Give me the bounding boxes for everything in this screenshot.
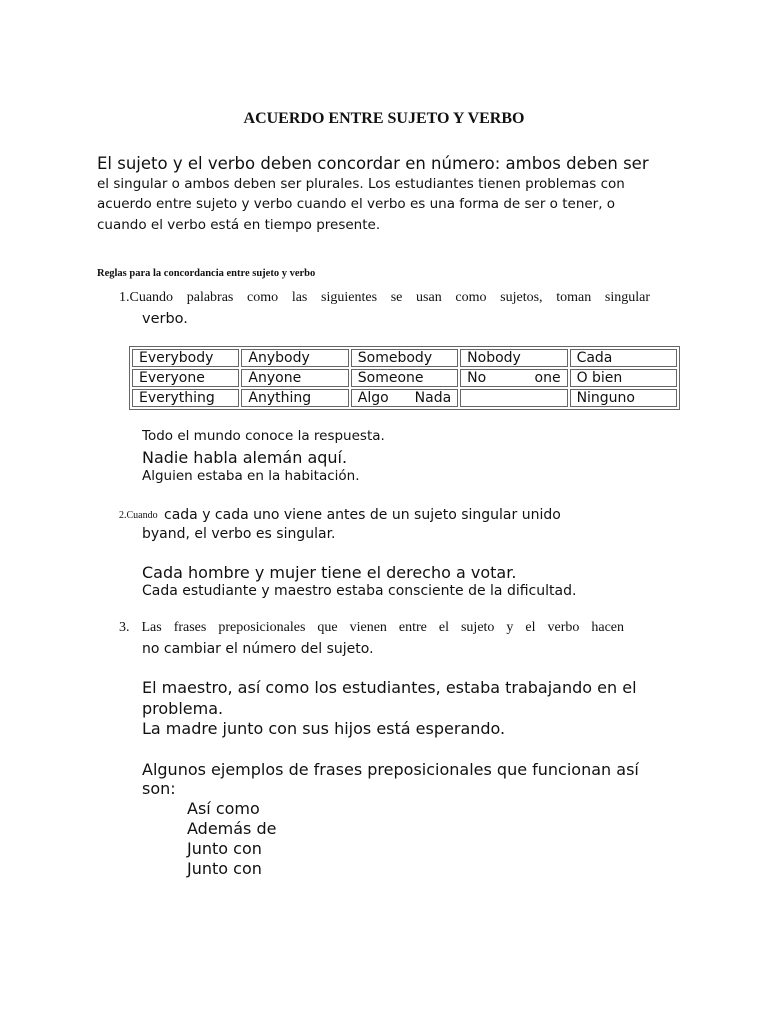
example-3-2: La madre junto con sus hijos está esperando. [142, 719, 506, 738]
table-row [132, 369, 677, 387]
table-cell: Everybody [132, 349, 239, 367]
example-3-1b: problema. [142, 699, 224, 718]
table-cell: Anything [241, 389, 348, 407]
table-row [132, 389, 677, 407]
rule-3-line-1: 3. Las frases preposicionales que vienen entre el sujeto y el verbo hacen [119, 620, 624, 635]
example-1-1: Todo el mundo conoce la respuesta. [142, 428, 385, 444]
example-3-1a: El maestro, así como los estudiantes, estaba trabajando en el [142, 678, 637, 697]
table-cell: Nobody [460, 349, 567, 367]
table-cell: O bien [570, 369, 677, 387]
table-cell: Anyone [241, 369, 348, 387]
table-cell: Everything [132, 389, 239, 407]
intro-line-3: acuerdo entre sujeto y verbo cuando el verbo es una forma de ser o tener, o [97, 196, 616, 212]
rule-1-line-2: verbo. [142, 311, 188, 327]
intro-line-4: cuando el verbo está en tiempo presente. [97, 217, 381, 233]
table-cell: Somebody [351, 349, 458, 367]
table-cell: No one [460, 369, 567, 387]
rule-1-line-1: 1.Cuando palabras como las siguientes se usan como sujetos, toman singular [119, 290, 650, 305]
rule-2-line-2: byand, el verbo es singular. [142, 526, 336, 542]
phrases-intro-b: son: [142, 779, 176, 798]
table-cell: Everyone [132, 369, 239, 387]
table-cell: Cada [570, 349, 677, 367]
table-cell [460, 389, 567, 407]
rule-3-line-2: no cambiar el número del sujeto. [142, 641, 374, 657]
rule-2-line-1: cada y cada uno viene antes de un sujeto singular unido [164, 507, 561, 523]
phrase-item: Junto con [187, 839, 262, 858]
phrase-item: Además de [187, 819, 277, 838]
table-cell: Ninguno [570, 389, 677, 407]
rules-heading: Reglas para la concordancia entre sujeto y verbo [97, 268, 316, 279]
page-title: ACUERDO ENTRE SUJETO Y VERBO [243, 110, 525, 127]
example-2-1: Cada hombre y mujer tiene el derecho a votar. [142, 563, 517, 582]
example-2-2: Cada estudiante y maestro estaba consciente de la dificultad. [142, 583, 577, 599]
intro-line-1: El sujeto y el verbo deben concordar en número: ambos deben ser [97, 154, 649, 173]
example-1-2: Nadie habla alemán aquí. [142, 448, 348, 467]
pronoun-table [129, 346, 680, 410]
phrases-intro-a: Algunos ejemplos de frases preposicionales que funcionan así [142, 760, 639, 779]
intro-line-2: el singular o ambos deben ser plurales. Los estudiantes tienen problemas con [97, 176, 625, 192]
rule-2-number: 2.Cuando [119, 510, 158, 521]
phrase-item: Junto con [187, 859, 262, 878]
phrase-item: Así como [187, 799, 260, 818]
table-cell: Anybody [241, 349, 348, 367]
table-cell: Algo Nada [351, 389, 458, 407]
table-row [132, 349, 677, 367]
table-cell: Someone [351, 369, 458, 387]
example-1-3: Alguien estaba en la habitación. [142, 468, 360, 484]
